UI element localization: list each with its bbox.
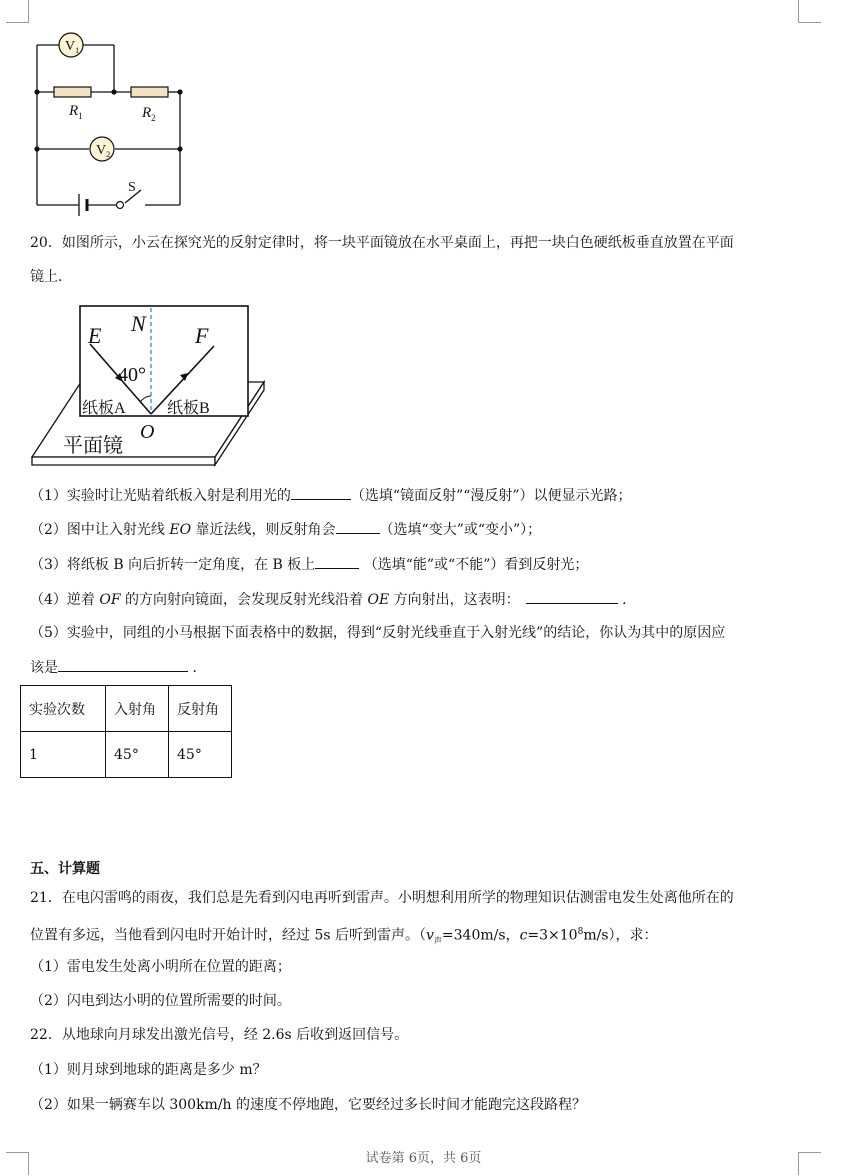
q22-part2: （2）如果一辆赛车以 300km/h 的速度不停地跑，它要经过多长时间才能跑完这段路程？: [30, 1097, 587, 1113]
table-header: 入射角: [106, 686, 169, 732]
mirror-label: 平面镜: [63, 435, 123, 457]
page-footer: 试卷第 6页，共 6页: [365, 1151, 482, 1166]
resistor-r2-label: $R_2$: [142, 105, 156, 123]
resistor-r1-label: $R_1$: [69, 103, 83, 121]
q20-part5-line2: 该是 ．: [30, 657, 206, 678]
q22-part1: （1）则月球到地球的距离是多少 m？: [30, 1062, 267, 1078]
q20-part3: （3）将纸板 B 向后折转一定角度，在 B 板上 （选填“能”或“不能”）看到反射光；: [30, 554, 588, 575]
answer-blank: [315, 554, 359, 569]
q20-part5-line1: （5）实验中，同组的小马根据下面表格中的数据，得到“反射光线垂直于入射光线”的结论，你认为其中的原因应: [30, 625, 726, 641]
voltmeter-v1-label: $V_1$: [65, 39, 80, 55]
point-o-label: O: [140, 421, 155, 443]
q20-part4: （4）逆着 OF 的方向射向镜面，会发现反射光线沿着 OE 方向射出，这表明： ．: [30, 589, 636, 610]
q20-part2: （2）图中让入射光线 EO 靠近法线，则反射角会 （选填“变大”或“变小”）；: [30, 519, 541, 540]
answer-blank: [336, 519, 380, 534]
table-row: [21, 732, 232, 778]
q20-part1: （1）实验时让光贴着纸板入射是利用光的 （选填“镜面反射”“漫反射”）以便显示光路；: [30, 485, 632, 506]
q21-stem-line2: 位置有多远，当他看到闪电时开始计时，经过 5s 后听到雷声。（$v_声=340m/s$，$c=3\times 10^8m/s$），求：: [30, 927, 658, 946]
q21-part2: （2）闪电到达小明的位置所需要的时间。: [30, 993, 291, 1009]
point-f-label: F: [195, 323, 209, 348]
data-table: [20, 685, 232, 778]
q21-part1: （1）雷电发生处离小明所在位置的距离；: [30, 959, 291, 975]
circuit-diagram: [28, 28, 198, 223]
normal-n-label: N: [131, 311, 146, 336]
answer-blank: [58, 657, 188, 672]
section-title: 五、计算题: [30, 861, 100, 877]
answer-blank: [291, 485, 351, 500]
corner-mark-top-right: [798, 0, 821, 23]
table-header: 反射角: [169, 686, 232, 732]
table-header: 实验次数: [21, 686, 106, 732]
point-e-label: E: [88, 323, 102, 348]
table-cell: 1: [21, 732, 106, 778]
corner-mark-top-left: [6, 0, 29, 23]
q21-stem-line1: 21．在电闪雷鸣的雨夜，我们总是先看到闪电再听到雷声。小明想利用所学的物理知识估测雷电发生处离他所在的: [30, 890, 734, 906]
answer-blank: [526, 589, 618, 604]
table-cell: 45°: [169, 732, 232, 778]
q20-stem-line2: 镜上．: [30, 269, 72, 285]
voltmeter-v2-label: $V_2$: [96, 143, 111, 159]
q20-stem-line1: 20．如图所示，小云在探究光的反射定律时，将一块平面镜放在水平桌面上，再把一块白色硬纸板垂直放置在平面: [30, 235, 734, 251]
reflection-diagram: [28, 300, 268, 470]
angle-label: 40°: [118, 364, 146, 386]
board-a-label: 纸板A: [82, 400, 126, 417]
q22-stem: 22．从地球向月球发出激光信号，经 2.6s 后收到返回信号。: [30, 1027, 409, 1043]
board-b-label: 纸板B: [167, 400, 210, 417]
table-header-row: [21, 686, 232, 732]
table-cell: 45°: [106, 732, 169, 778]
switch-label: S: [128, 180, 136, 195]
